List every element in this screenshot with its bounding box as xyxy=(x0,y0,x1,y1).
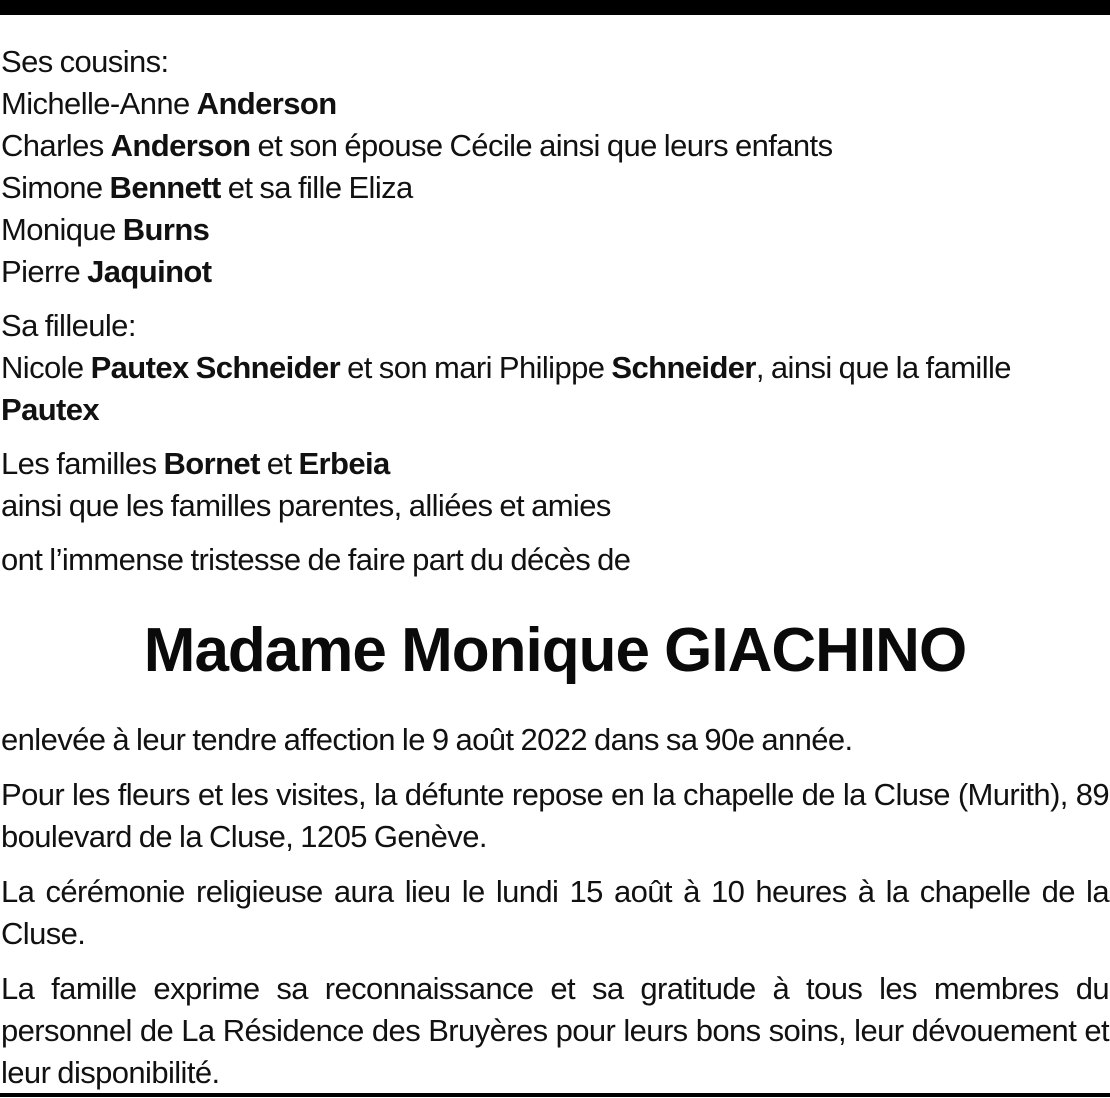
goddaughter-surname: Pautex Schneider xyxy=(90,350,341,385)
families-section xyxy=(1,443,1109,527)
cousin-surname: Burns xyxy=(122,212,210,247)
cousins-section xyxy=(1,41,1109,293)
cousin-surname: Bennett xyxy=(109,170,221,205)
passing-details: enlevée à leur tendre affection le 9 août 2022 dans sa 90e année. xyxy=(1,722,853,757)
family-surname: Erbeia xyxy=(298,446,390,481)
thanks-message: La famille exprime sa reconnaissance et sa gratitude à tous les membres du personnel de La Résidence des Bruyères pour leurs bons soins, leur dévouement et leur disponibilité. xyxy=(1,971,1109,1090)
cousin-entry: Simone Bennett et sa fille Eliza xyxy=(1,170,413,205)
cousin-entry: Michelle-Anne Anderson xyxy=(1,86,337,121)
ceremony-info: La cérémonie religieuse aura lieu le lundi 15 août à 10 heures à la chapelle de la Cluse. xyxy=(1,874,1109,951)
cousin-surname: Anderson xyxy=(110,128,251,163)
top-border-rule xyxy=(0,0,1110,15)
bottom-border-rule xyxy=(0,1093,1110,1097)
families-entry: Les familles Bornet et Erbeia xyxy=(1,446,390,481)
goddaughter-entry: Nicole Pautex Schneider et son mari Philippe Schneider, ainsi que la famille xyxy=(1,350,1011,385)
cousin-surname: Anderson xyxy=(196,86,337,121)
goddaughter-heading: Sa filleule: xyxy=(1,308,136,343)
cousins-heading: Ses cousins: xyxy=(1,44,169,79)
family-surname: Pautex xyxy=(1,392,100,427)
family-surname: Bornet xyxy=(163,446,260,481)
cousin-entry: Charles Anderson et son épouse Cécile ainsi que leurs enfants xyxy=(1,128,833,163)
goddaughter-section xyxy=(1,305,1109,431)
cousin-entry: Pierre Jaquinot xyxy=(1,254,212,289)
husband-surname: Schneider xyxy=(611,350,756,385)
visits-info: Pour les fleurs et les visites, la défunte repose en la chapelle de la Cluse (Murith), 89 boulevard de la Cluse, 1205 Genève. xyxy=(1,777,1109,854)
families-extended: ainsi que les familles parentes, alliées et amies xyxy=(1,488,611,523)
deceased-name: Madame Monique GIACHINO xyxy=(143,616,967,685)
obituary-notice xyxy=(1,41,1109,1094)
announcement-intro: ont l’immense tristesse de faire part du décès de xyxy=(1,542,631,577)
cousin-entry: Monique Burns xyxy=(1,212,210,247)
cousin-surname: Jaquinot xyxy=(87,254,212,289)
